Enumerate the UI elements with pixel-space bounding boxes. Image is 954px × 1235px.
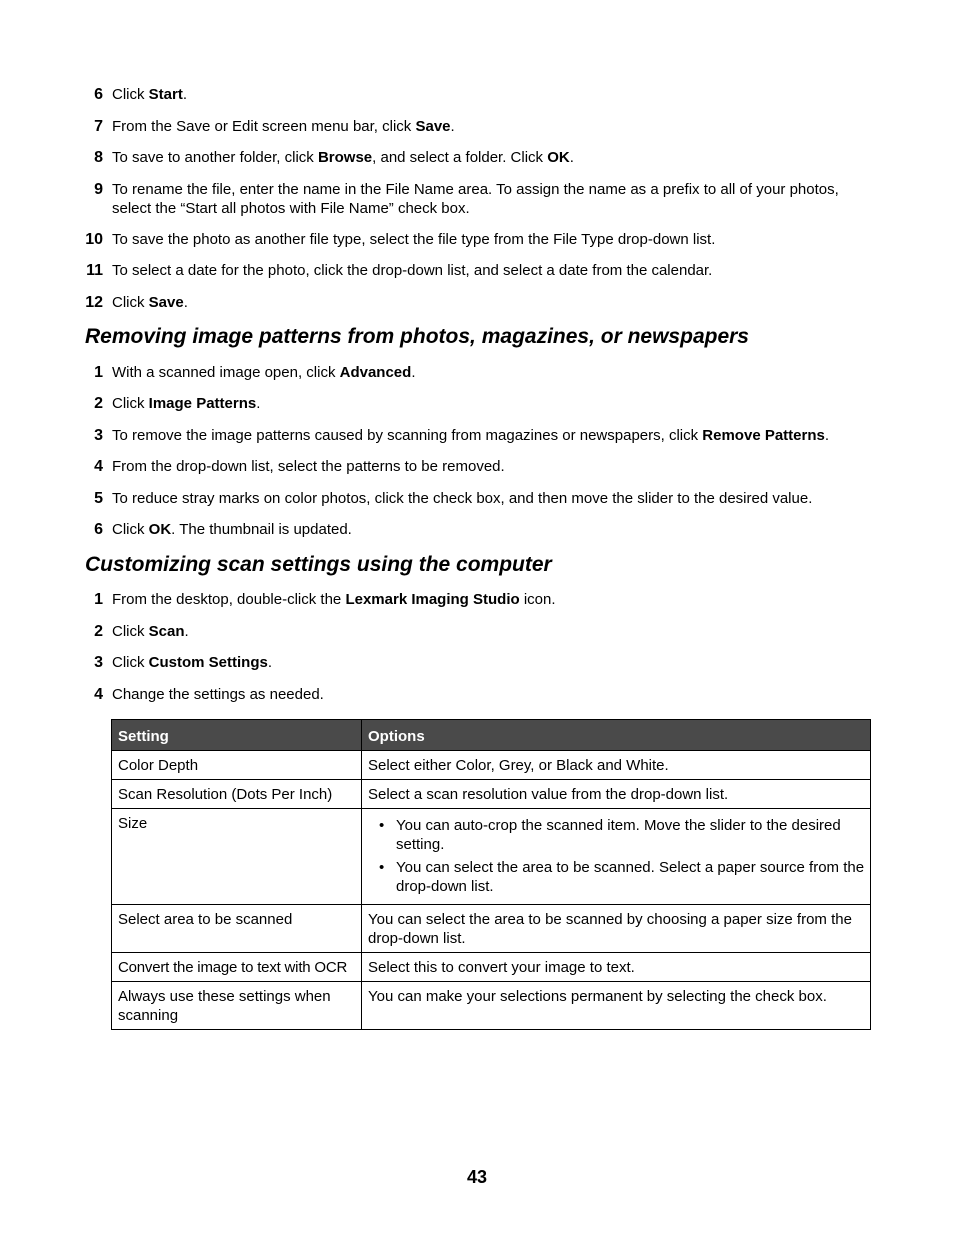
step-text: To save to another folder, click Browse, and select a folder. Click OK. bbox=[112, 149, 574, 166]
option-bullet: • You can select the area to be scanned. Select a paper source from the drop-down list. bbox=[378, 858, 865, 896]
step-text: Click Image Patterns. bbox=[112, 395, 261, 412]
step-text: With a scanned image open, click Advanced. bbox=[112, 364, 416, 381]
step-number: 8 bbox=[94, 149, 103, 166]
column-header-options: Options bbox=[362, 720, 871, 751]
step-text: To remove the image patterns caused by scanning from magazines or newspapers, click Remove Patterns. bbox=[112, 427, 830, 444]
step-text: From the desktop, double-click the Lexmark Imaging Studio icon. bbox=[112, 591, 556, 608]
step-number: 6 bbox=[94, 86, 103, 103]
table-row bbox=[112, 809, 871, 905]
step-number: 4 bbox=[94, 458, 103, 475]
step-number: 1 bbox=[94, 591, 103, 608]
setting-cell: Scan Resolution (Dots Per Inch) bbox=[112, 780, 362, 809]
step-text: To save the photo as another file type, select the file type from the File Type drop-down list. bbox=[112, 231, 716, 248]
step-number: 2 bbox=[94, 395, 103, 412]
setting-cell: Color Depth bbox=[112, 751, 362, 780]
step-text: Click OK. The thumbnail is updated. bbox=[112, 521, 352, 538]
settings-table bbox=[111, 719, 871, 1030]
option-cell: You can make your selections permanent by selecting the check box. bbox=[362, 982, 871, 1030]
setting-cell: Select area to be scanned bbox=[112, 905, 362, 953]
step-number: 7 bbox=[94, 118, 103, 135]
step-number: 11 bbox=[86, 262, 103, 279]
option-cell: You can select the area to be scanned by choosing a paper size from the drop-down list. bbox=[362, 905, 871, 953]
step-number: 1 bbox=[94, 364, 103, 381]
step-number: 6 bbox=[94, 521, 103, 538]
step-number: 4 bbox=[94, 686, 103, 703]
setting-cell: Convert the image to text with OCR bbox=[112, 953, 362, 982]
step-number: 3 bbox=[94, 427, 103, 444]
step-number: 10 bbox=[85, 231, 103, 248]
step-text: From the drop-down list, select the patterns to be removed. bbox=[112, 458, 505, 475]
step-text: Click Save. bbox=[112, 294, 188, 311]
step-number: 3 bbox=[94, 654, 103, 671]
step-text: Change the settings as needed. bbox=[112, 686, 324, 703]
table-row bbox=[112, 751, 871, 780]
option-cell: Select a scan resolution value from the drop-down list. bbox=[362, 780, 871, 809]
step-text: To rename the file, enter the name in the File Name area. To assign the name as a prefix to all of your photos, select the “Start all photos with File Name” check box. bbox=[112, 181, 839, 217]
option-cell: Select this to convert your image to text. bbox=[362, 953, 871, 982]
option-cell: Select either Color, Grey, or Black and White. bbox=[362, 751, 871, 780]
option-bullet-list bbox=[368, 816, 865, 896]
setting-cell: Size bbox=[112, 809, 362, 905]
table-row bbox=[112, 982, 871, 1030]
table-row bbox=[112, 953, 871, 982]
setting-cell: Always use these settings when scanning bbox=[112, 982, 362, 1030]
step-text: Click Scan. bbox=[112, 623, 189, 640]
step-text: Click Custom Settings. bbox=[112, 654, 273, 671]
section-heading-custom: Customizing scan settings using the computer bbox=[85, 553, 552, 576]
option-bullet: • You can auto-crop the scanned item. Move the slider to the desired setting. bbox=[378, 816, 865, 854]
table-header-row bbox=[112, 720, 871, 751]
page-number: 43 bbox=[466, 1167, 488, 1187]
table-row bbox=[112, 905, 871, 953]
column-header-setting: Setting bbox=[112, 720, 362, 751]
step-number: 2 bbox=[94, 623, 103, 640]
step-text: To select a date for the photo, click the drop-down list, and select a date from the calendar. bbox=[112, 262, 713, 279]
step-number: 12 bbox=[85, 294, 103, 311]
section-heading-patterns: Removing image patterns from photos, magazines, or newspapers bbox=[85, 325, 749, 348]
step-number: 5 bbox=[94, 490, 103, 507]
option-cell bbox=[362, 809, 871, 905]
step-number: 9 bbox=[94, 181, 103, 198]
table-row bbox=[112, 780, 871, 809]
step-text: To reduce stray marks on color photos, click the check box, and then move the slider to the desired value. bbox=[112, 490, 813, 507]
step-text: Click Start. bbox=[112, 86, 188, 103]
step-text: From the Save or Edit screen menu bar, click Save. bbox=[112, 118, 455, 135]
